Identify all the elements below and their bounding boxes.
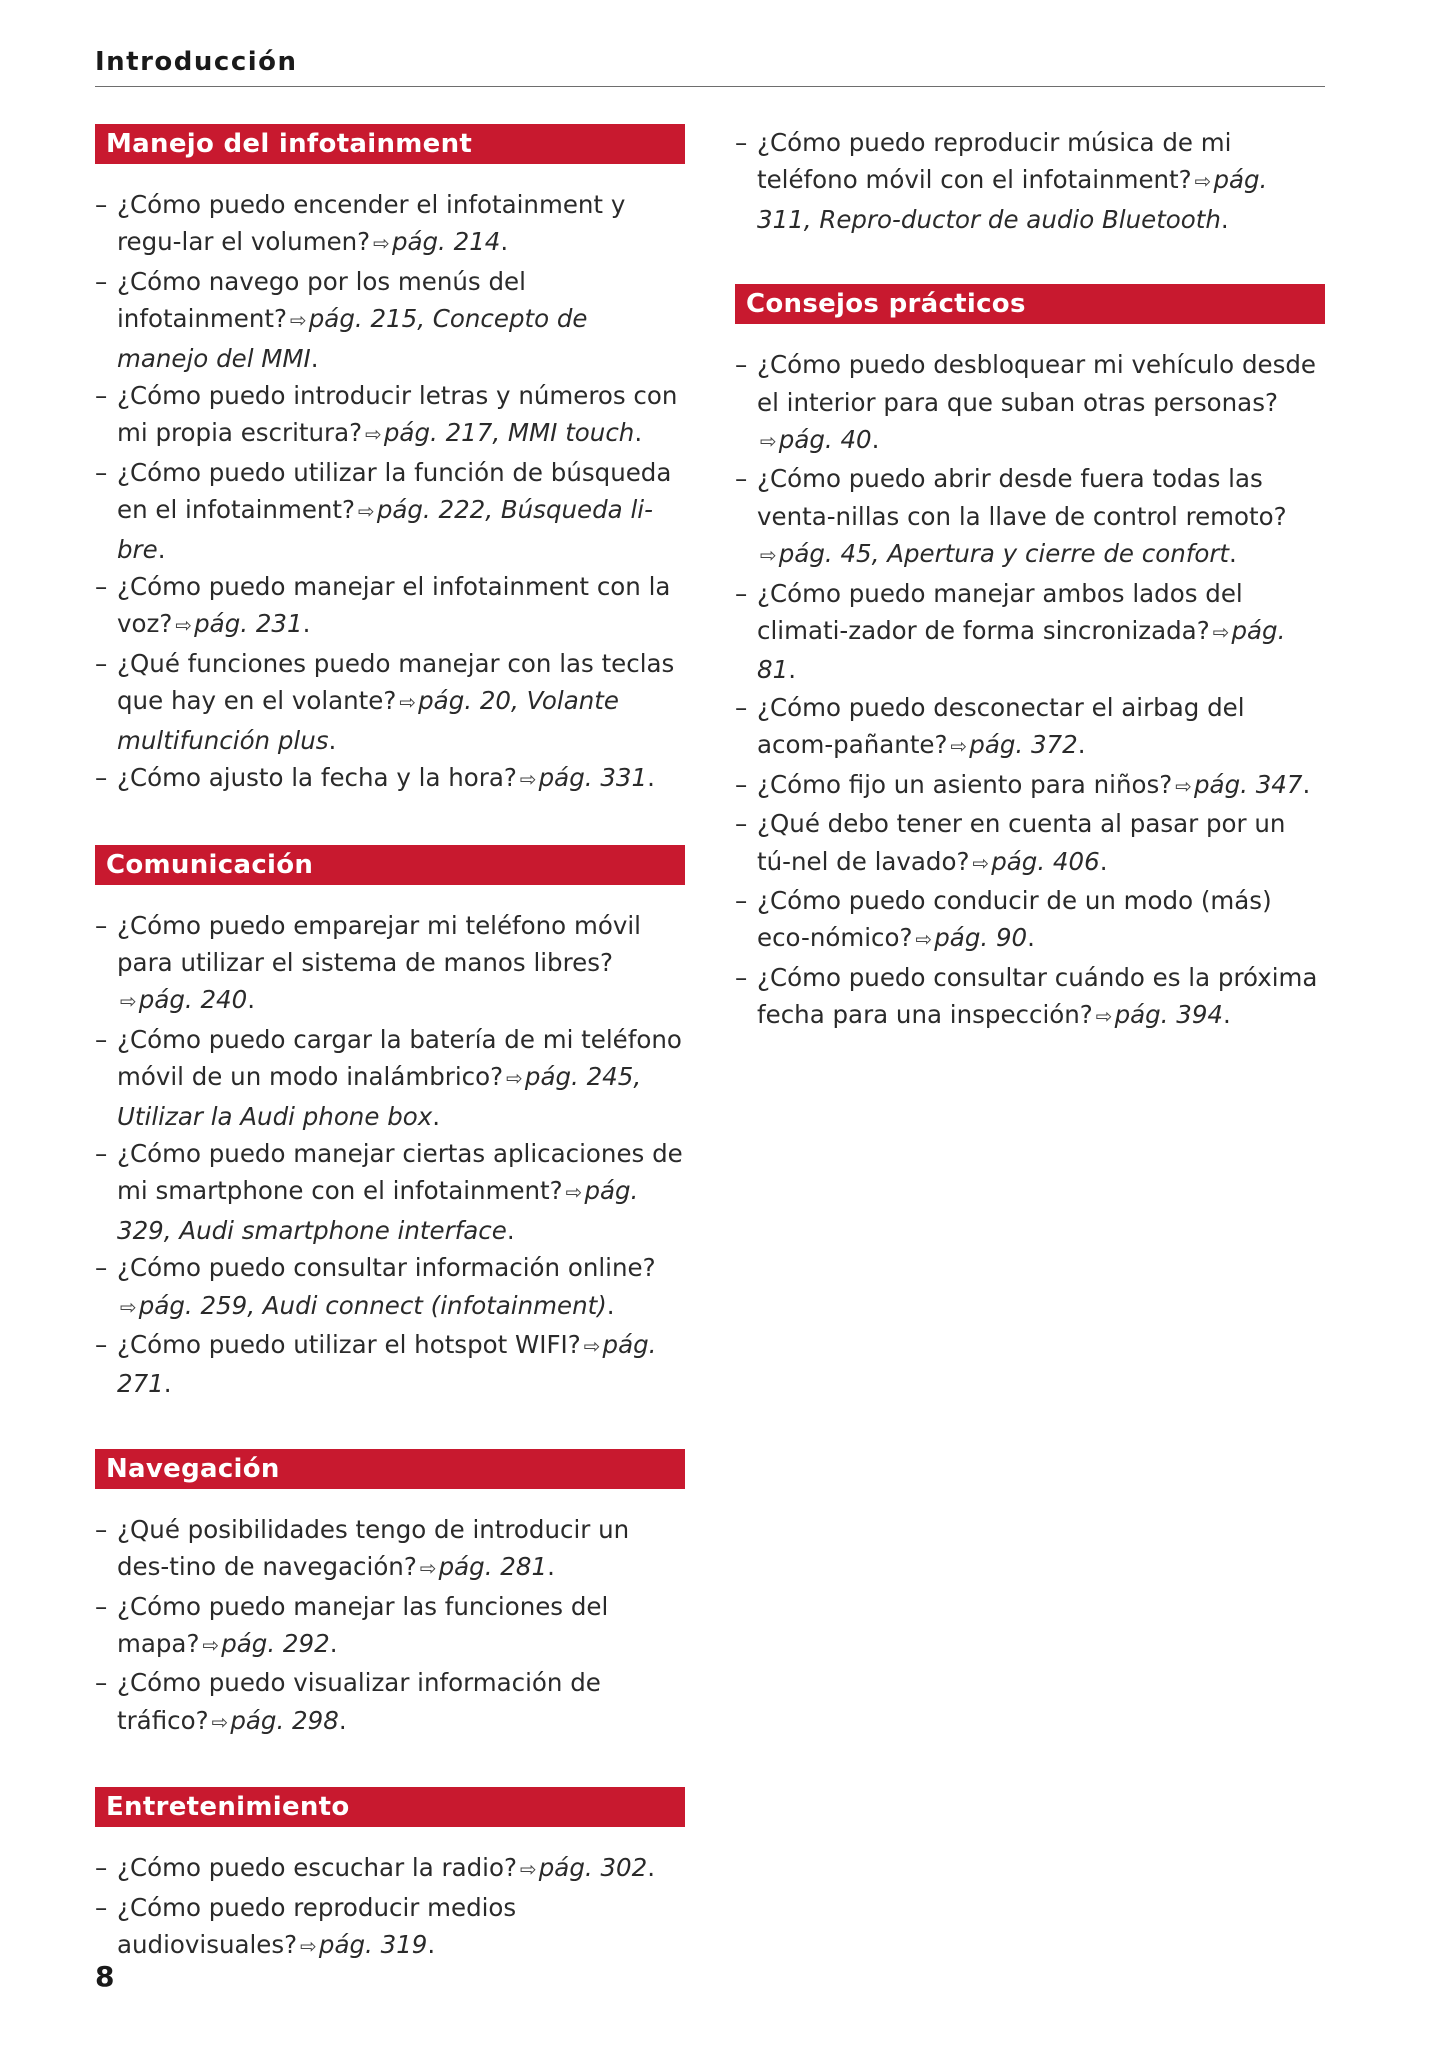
section-comunicacion bbox=[95, 845, 685, 1403]
right-arrow-icon: ⇨ bbox=[419, 1556, 437, 1581]
question-text: ¿Cómo puedo desconectar el airbag del acom-pañante? bbox=[757, 692, 1245, 760]
page-reference-link[interactable]: pág. 311, Repro-ductor de audio Bluetooth bbox=[757, 165, 1268, 234]
section-consejos-practicos bbox=[735, 284, 1325, 1035]
question-text: ¿Cómo puedo cargar la batería de mi teléfono móvil de un modo inalámbrico? bbox=[117, 1024, 682, 1092]
question-text: ¿Cómo puedo introducir letras y números con mi propia escritura? bbox=[117, 381, 678, 448]
section-heading: Comunicación bbox=[95, 845, 685, 885]
page-reference-link[interactable]: pág. 372 bbox=[969, 730, 1078, 760]
question-item bbox=[95, 1021, 685, 1135]
item-end-punctuation: . bbox=[1229, 539, 1237, 569]
right-arrow-icon: ⇨ bbox=[915, 927, 933, 952]
question-list bbox=[95, 907, 685, 1403]
question-text: ¿Cómo puedo utilizar el hotspot WIFI? bbox=[117, 1329, 581, 1359]
page-reference-link[interactable]: pág. 20, Volante multifunción plus bbox=[117, 686, 619, 755]
right-arrow-icon: ⇨ bbox=[972, 850, 990, 875]
right-arrow-icon: ⇨ bbox=[202, 1633, 220, 1657]
page-reference-link[interactable]: pág. 302 bbox=[538, 1853, 648, 1883]
right-arrow-icon: ⇨ bbox=[565, 1180, 583, 1205]
question-item bbox=[735, 882, 1325, 959]
item-end-punctuation: . bbox=[157, 534, 166, 564]
question-text: ¿Cómo puedo consultar información online? bbox=[117, 1253, 656, 1283]
question-item bbox=[95, 1135, 685, 1249]
page-reference-link[interactable]: pág. 217, MMI touch bbox=[383, 418, 635, 448]
bullet-dash: – bbox=[735, 578, 748, 608]
item-end-punctuation: . bbox=[1223, 1000, 1231, 1030]
page-reference-link[interactable]: pág. 319 bbox=[318, 1930, 428, 1960]
item-end-punctuation: . bbox=[1220, 204, 1229, 234]
page-reference-link[interactable]: pág. 40 bbox=[778, 425, 872, 455]
bullet-dash: – bbox=[735, 885, 748, 915]
bullet-dash: – bbox=[95, 1853, 108, 1883]
page-reference-link[interactable]: pág. 281 bbox=[438, 1552, 548, 1582]
page-reference-link[interactable]: pág. 231 bbox=[194, 609, 303, 639]
question-text: ¿Cómo puedo emparejar mi teléfono móvil para utilizar el sistema de manos libres? bbox=[117, 910, 641, 977]
question-text: ¿Cómo puedo consultar cuándo es la próxima fecha para una inspección? bbox=[757, 962, 1318, 1030]
right-arrow-icon: ⇨ bbox=[399, 690, 417, 715]
section-navegacion bbox=[95, 1449, 685, 1741]
bullet-dash: – bbox=[95, 648, 108, 678]
item-end-punctuation: . bbox=[871, 425, 880, 455]
question-item bbox=[735, 689, 1325, 766]
question-text: ¿Cómo ajusto la fecha y la hora? bbox=[117, 763, 517, 793]
bullet-dash: – bbox=[95, 1138, 108, 1168]
question-item bbox=[95, 186, 685, 263]
bullet-dash: – bbox=[735, 769, 748, 799]
item-end-punctuation: . bbox=[432, 1101, 441, 1131]
page-reference-link[interactable]: pág. 394 bbox=[1114, 1000, 1224, 1030]
bullet-dash: – bbox=[95, 1668, 108, 1698]
right-arrow-icon: ⇨ bbox=[289, 308, 307, 333]
right-arrow-icon: ⇨ bbox=[120, 1294, 137, 1319]
item-end-punctuation: . bbox=[506, 1215, 515, 1245]
question-text: ¿Qué debo tener en cuenta al pasar por un tú-nel de lavado? bbox=[757, 809, 1286, 876]
bullet-dash: – bbox=[735, 350, 748, 380]
question-item bbox=[95, 1889, 685, 1966]
page-reference-link[interactable]: pág. 45, Apertura y cierre de confort bbox=[778, 539, 1230, 569]
bullet-dash: – bbox=[735, 692, 748, 722]
right-arrow-icon: ⇨ bbox=[1194, 169, 1212, 194]
question-text: ¿Qué funciones puedo manejar con las teclas que hay en el volante? bbox=[117, 648, 675, 716]
right-arrow-icon: ⇨ bbox=[175, 613, 193, 638]
bullet-dash: – bbox=[95, 1514, 108, 1544]
right-arrow-icon: ⇨ bbox=[760, 543, 777, 568]
bullet-dash: – bbox=[95, 1253, 108, 1283]
question-item bbox=[735, 124, 1325, 238]
question-item bbox=[95, 1249, 685, 1326]
bullet-dash: – bbox=[735, 962, 748, 992]
right-arrow-icon: ⇨ bbox=[120, 989, 137, 1014]
page-reference-link[interactable]: pág. 240 bbox=[138, 985, 248, 1015]
right-arrow-icon: ⇨ bbox=[506, 1066, 523, 1091]
right-arrow-icon: ⇨ bbox=[1175, 773, 1192, 798]
page-reference-link[interactable]: pág. 245, Utilizar la Audi phone box bbox=[117, 1062, 642, 1131]
question-item bbox=[735, 805, 1325, 882]
page-reference-link[interactable]: pág. 331 bbox=[538, 763, 648, 793]
question-item bbox=[735, 346, 1325, 460]
question-item bbox=[95, 907, 685, 1021]
question-item bbox=[95, 759, 685, 798]
question-list bbox=[95, 186, 685, 799]
question-item bbox=[95, 263, 685, 377]
left-column bbox=[95, 124, 685, 2011]
right-arrow-icon: ⇨ bbox=[950, 734, 968, 759]
question-text: ¿Cómo puedo conducir de un modo (más) eco-nómico? bbox=[757, 885, 1272, 953]
page-reference-link[interactable]: pág. 259, Audi connect (infotainment) bbox=[138, 1290, 607, 1320]
question-item bbox=[735, 575, 1325, 689]
page-reference-link[interactable]: pág. 271 bbox=[117, 1329, 657, 1399]
item-end-punctuation: . bbox=[647, 1853, 656, 1883]
question-item bbox=[735, 959, 1325, 1036]
item-end-punctuation: . bbox=[1077, 730, 1086, 760]
item-end-punctuation: . bbox=[1302, 769, 1311, 799]
right-arrow-icon: ⇨ bbox=[1212, 620, 1230, 645]
item-end-punctuation: . bbox=[328, 725, 337, 755]
right-arrow-icon: ⇨ bbox=[300, 1934, 317, 1959]
question-text: ¿Cómo puedo reproducir medios audiovisuales? bbox=[117, 1892, 517, 1960]
bullet-dash: – bbox=[95, 381, 108, 411]
question-text: ¿Cómo navego por los menús del infotainment? bbox=[117, 266, 526, 334]
continuation-list bbox=[735, 124, 1325, 238]
bullet-dash: – bbox=[95, 190, 108, 219]
question-text: ¿Cómo puedo manejar ciertas aplicaciones de mi smartphone con el infotainment? bbox=[117, 1138, 683, 1206]
page-number: 8 bbox=[95, 1960, 115, 1993]
question-text: ¿Cómo fijo un asiento para niños? bbox=[757, 769, 1173, 799]
item-end-punctuation: . bbox=[1027, 923, 1035, 953]
continuation-section bbox=[735, 124, 1325, 238]
section-heading: Entretenimiento bbox=[95, 1787, 685, 1827]
question-text: ¿Cómo puedo encender el infotainment y regu-lar el volumen? bbox=[117, 190, 626, 257]
page-reference-link[interactable]: pág. 215, Concepto de manejo del MMI bbox=[117, 304, 588, 373]
item-end-punctuation: . bbox=[329, 1629, 338, 1658]
question-item bbox=[95, 454, 685, 568]
bullet-dash: – bbox=[95, 1024, 108, 1054]
page-reference-link[interactable]: pág. 298 bbox=[230, 1705, 339, 1735]
bullet-dash: – bbox=[735, 128, 748, 157]
question-text: ¿Cómo puedo manejar el infotainment con la voz? bbox=[117, 572, 671, 639]
question-item bbox=[95, 377, 685, 454]
question-item bbox=[95, 1588, 685, 1665]
question-list bbox=[735, 346, 1325, 1035]
question-text: ¿Cómo puedo reproducir música de mi teléfono móvil con el infotainment? bbox=[757, 128, 1232, 195]
item-end-punctuation: . bbox=[427, 1930, 436, 1960]
item-end-punctuation: . bbox=[338, 1705, 347, 1735]
right-column bbox=[735, 124, 1325, 1082]
item-end-punctuation: . bbox=[788, 655, 796, 685]
question-item bbox=[95, 1511, 685, 1588]
item-end-punctuation: . bbox=[500, 227, 509, 257]
section-heading: Navegación bbox=[95, 1449, 685, 1489]
page-reference-link[interactable]: pág. 81 bbox=[757, 616, 1286, 685]
page-reference-link[interactable]: pág. 90 bbox=[934, 923, 1028, 953]
question-text: ¿Cómo puedo visualizar información de tráfico? bbox=[117, 1668, 601, 1735]
question-item bbox=[95, 645, 685, 759]
bullet-dash: – bbox=[95, 572, 108, 602]
right-arrow-icon: ⇨ bbox=[211, 1709, 229, 1734]
right-arrow-icon: ⇨ bbox=[365, 422, 382, 447]
bullet-dash: – bbox=[95, 763, 108, 793]
question-item bbox=[95, 1664, 685, 1741]
section-heading: Manejo del infotainment bbox=[95, 124, 685, 164]
section-manejo-del-infotainment bbox=[95, 124, 685, 799]
bullet-dash: – bbox=[95, 1892, 108, 1922]
question-item bbox=[735, 460, 1325, 574]
right-arrow-icon: ⇨ bbox=[760, 429, 777, 454]
item-end-punctuation: . bbox=[310, 343, 319, 373]
page-reference-link[interactable]: pág. 292 bbox=[221, 1629, 330, 1658]
bullet-dash: – bbox=[735, 464, 748, 494]
bullet-dash: – bbox=[95, 910, 108, 940]
bullet-dash: – bbox=[95, 457, 108, 487]
question-text: ¿Cómo puedo manejar ambos lados del climati-zador de forma sincronizada? bbox=[757, 578, 1243, 646]
header-title: Introducción bbox=[95, 47, 298, 77]
item-end-punctuation: . bbox=[606, 1290, 615, 1320]
right-arrow-icon: ⇨ bbox=[583, 1333, 601, 1358]
question-list bbox=[95, 1511, 685, 1741]
page-reference-link[interactable]: pág. 329, Audi smartphone interface bbox=[117, 1176, 639, 1245]
item-end-punctuation: . bbox=[634, 418, 643, 448]
question-text: ¿Cómo puedo abrir desde fuera todas las venta-nillas con la llave de control remoto? bbox=[757, 464, 1287, 531]
section-heading: Consejos prácticos bbox=[735, 284, 1325, 324]
right-arrow-icon: ⇨ bbox=[519, 1857, 537, 1882]
question-list bbox=[95, 1849, 685, 1965]
question-text: ¿Qué posibilidades tengo de introducir un des-tino de navegación? bbox=[117, 1514, 630, 1582]
bullet-dash: – bbox=[95, 266, 108, 296]
right-arrow-icon: ⇨ bbox=[373, 231, 390, 256]
question-text: ¿Cómo puedo escuchar la radio? bbox=[117, 1853, 517, 1883]
question-text: ¿Cómo puedo manejar las funciones del mapa? bbox=[117, 1591, 609, 1658]
question-item bbox=[735, 766, 1325, 805]
bullet-dash: – bbox=[95, 1329, 108, 1359]
question-text: ¿Cómo puedo utilizar la función de búsqueda en el infotainment? bbox=[117, 457, 672, 525]
item-end-punctuation: . bbox=[302, 609, 311, 639]
item-end-punctuation: . bbox=[1099, 846, 1108, 876]
question-item bbox=[95, 1849, 685, 1888]
question-item bbox=[95, 1326, 685, 1403]
running-header bbox=[95, 44, 1325, 87]
question-item bbox=[95, 568, 685, 645]
item-end-punctuation: . bbox=[547, 1552, 555, 1582]
item-end-punctuation: . bbox=[247, 985, 256, 1015]
page-reference-link[interactable]: pág. 222, Búsqueda li-bre bbox=[117, 495, 653, 564]
item-end-punctuation: . bbox=[647, 763, 655, 793]
bullet-dash: – bbox=[735, 809, 748, 839]
page-reference-link[interactable]: pág. 347 bbox=[1194, 769, 1303, 799]
right-arrow-icon: ⇨ bbox=[1095, 1004, 1113, 1029]
page-reference-link[interactable]: pág. 406 bbox=[991, 846, 1100, 876]
bullet-dash: – bbox=[95, 1591, 108, 1621]
page-reference-link[interactable]: pág. 214 bbox=[391, 227, 501, 257]
item-end-punctuation: . bbox=[163, 1369, 172, 1399]
right-arrow-icon: ⇨ bbox=[358, 499, 375, 524]
right-arrow-icon: ⇨ bbox=[519, 767, 537, 792]
section-entretenimiento bbox=[95, 1787, 685, 1965]
question-text: ¿Cómo puedo desbloquear mi vehículo desde el interior para que suban otras personas? bbox=[757, 350, 1316, 417]
